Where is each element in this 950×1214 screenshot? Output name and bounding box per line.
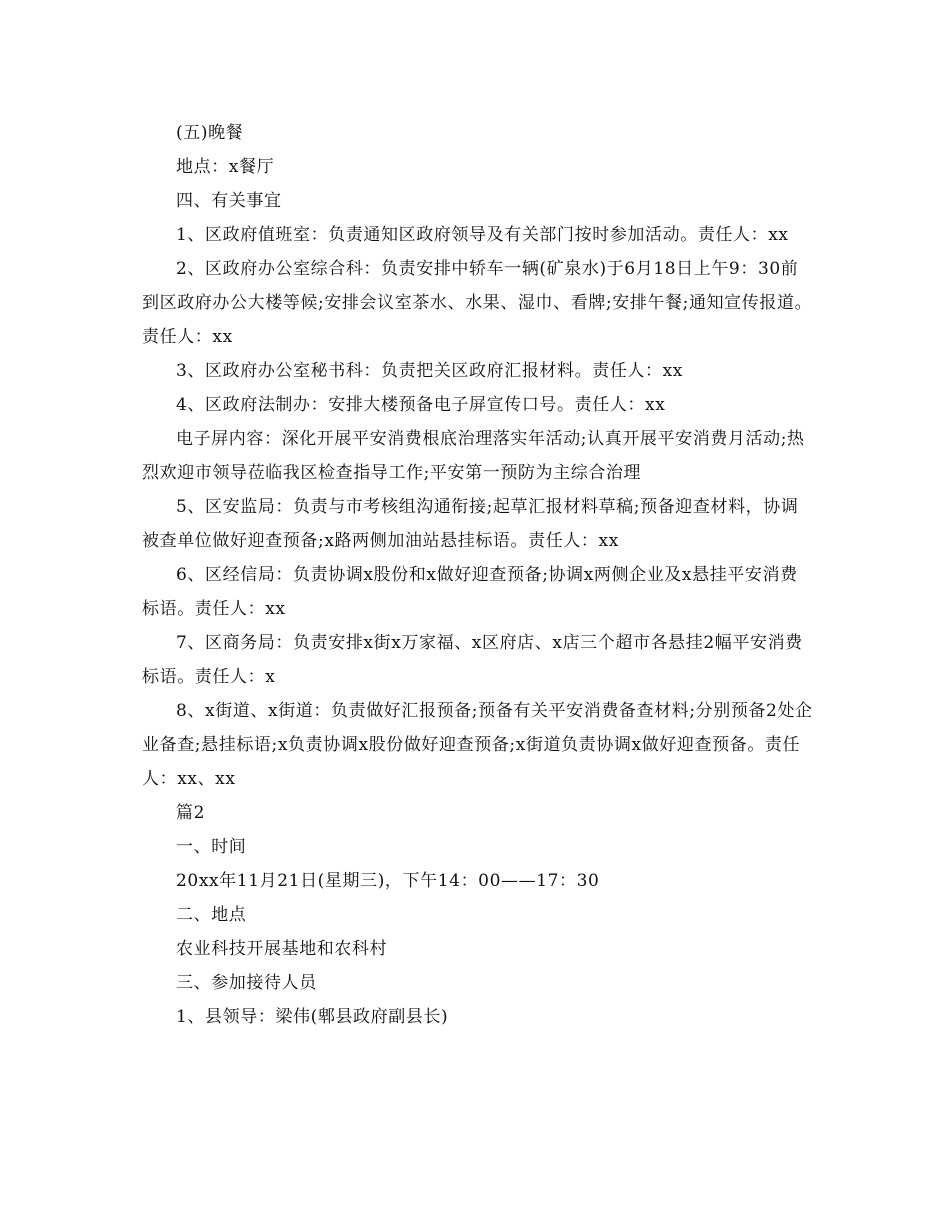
- paragraph: 4、区政府法制办：安排大楼预备电子屏宣传口号。责任人：xx: [176, 395, 666, 415]
- section-heading: 三、参加接待人员: [176, 973, 317, 993]
- paragraph: 3、区政府办公室秘书科：负责把关区政府汇报材料。责任人：xx: [176, 361, 683, 381]
- paragraph: 8、x街道、x街道：负责做好汇报预备;预备有关平安消费备查材料;分别预备2处企业备查;悬挂标语;x负责协调x股份做好迎查预备;x街道负责协调x做好迎查预备。责任人：xx、xx: [142, 701, 813, 789]
- section-heading: 四、有关事宜: [176, 191, 282, 211]
- paragraph: 2、区政府办公室综合科：负责安排中轿车一辆(矿泉水)于6月18日上午9：30前到区政府办公大楼等候;安排会议室茶水、水果、湿巾、看牌;安排午餐;通知宣传报道。责任人：xx: [142, 259, 813, 347]
- chapter-heading: 篇2: [176, 803, 206, 823]
- document-body: [142, 116, 814, 1034]
- paragraph: 地点：x餐厅: [176, 157, 275, 177]
- paragraph: 6、区经信局：负责协调x股份和x做好迎查预备;协调x两侧企业及x悬挂平安消费标语。责任人：xx: [142, 565, 798, 619]
- paragraph: 1、区政府值班室：负责通知区政府领导及有关部门按时参加活动。责任人：xx: [176, 225, 789, 245]
- paragraph: 1、县领导：梁伟(郫县政府副县长): [176, 1007, 449, 1027]
- paragraph: 5、区安监局：负责与市考核组沟通衔接;起草汇报材料草稿;预备迎查材料，协调被查单位做好迎查预备;x路两侧加油站悬挂标语。责任人：xx: [142, 497, 799, 551]
- paragraph: 电子屏内容：深化开展平安消费根底治理落实年活动;认真开展平安消费月活动;热烈欢迎市领导莅临我区检查指导工作;平安第一预防为主综合治理: [142, 429, 805, 483]
- paragraph: 7、区商务局：负责安排x街x万家福、x区府店、x店三个超市各悬挂2幅平安消费标语。责任人：x: [142, 633, 803, 687]
- section-heading: 二、地点: [176, 905, 247, 925]
- section-heading: 一、时间: [176, 837, 247, 857]
- paragraph: 农业科技开展基地和农科村: [176, 939, 388, 959]
- paragraph: 20xx年11月21日(星期三)，下午14：00——17：30: [176, 871, 600, 891]
- paragraph: (五)晚餐: [176, 123, 244, 143]
